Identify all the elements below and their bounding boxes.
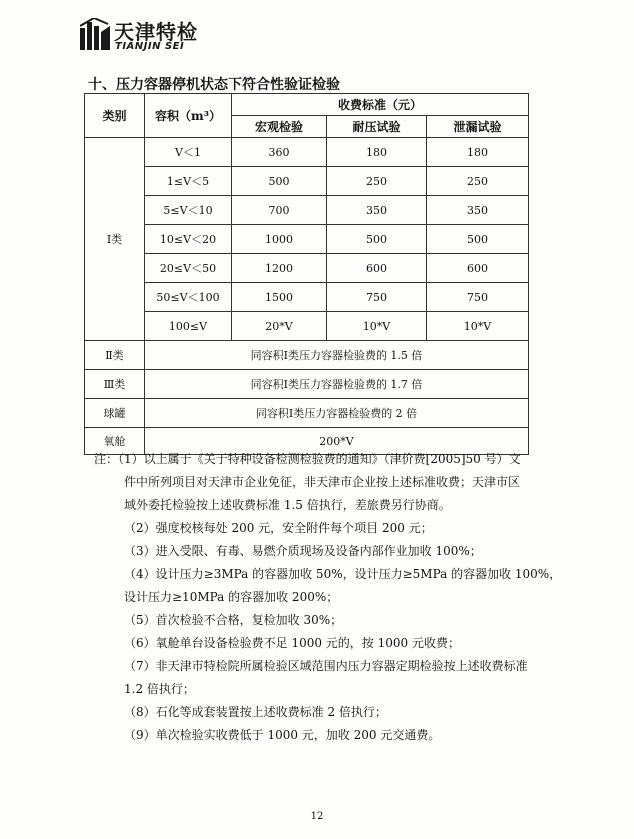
macro-cell: 1200 — [232, 254, 327, 283]
header-category: 类别 — [85, 94, 145, 138]
macro-cell: 1000 — [232, 225, 327, 254]
table-row — [85, 138, 529, 167]
leak-cell: 600 — [427, 254, 529, 283]
logo-chinese-name: 天津特检 — [114, 20, 198, 44]
header-macro-inspection: 宏观检验 — [232, 116, 327, 138]
notes-section — [94, 448, 562, 747]
section-title: 十、压力容器停机状态下符合性验证检验 — [88, 77, 340, 93]
fee-description-cell: 同容积Ⅰ类压力容器检验费的 1.5 倍 — [145, 341, 529, 370]
category-cell: Ⅱ类 — [85, 341, 145, 370]
pressure-cell: 750 — [327, 283, 427, 312]
fee-description-cell: 同容积Ⅰ类压力容器检验费的 2 倍 — [145, 399, 529, 428]
table-row — [85, 225, 529, 254]
note-line: （3）进入受限、有毒、易燃介质现场及设备内部作业加收 100%； — [124, 544, 482, 558]
table-row — [85, 399, 529, 428]
note-line: 设计压力≥10MPa 的容器加收 200%； — [124, 590, 339, 604]
macro-cell: 360 — [232, 138, 327, 167]
leak-cell: 180 — [427, 138, 529, 167]
table-row — [85, 370, 529, 399]
pressure-cell: 10*V — [327, 312, 427, 341]
note-line: （5）首次检验不合格，复检加收 30%； — [124, 613, 343, 627]
table-row — [85, 341, 529, 370]
note-line: （4）设计压力≥3MPa 的容器加收 50%，设计压力≥5MPa 的容器加收 100%， — [124, 567, 562, 581]
volume-cell: 10≤V＜20 — [145, 225, 232, 254]
page-number: 12 — [310, 811, 324, 822]
note-line: 件中所列项目对天津市企业免征，非天津市企业按上述标准收费；天津市区 — [124, 475, 521, 489]
leak-cell: 350 — [427, 196, 529, 225]
header-leak-test: 泄漏试验 — [427, 116, 529, 138]
logo-mark-icon — [80, 18, 110, 52]
table-row — [85, 283, 529, 312]
table-row — [85, 196, 529, 225]
table-row — [85, 254, 529, 283]
note-line: （2）强度校核每处 200 元，安全附件每个项目 200 元； — [124, 521, 433, 535]
pressure-cell: 600 — [327, 254, 427, 283]
table-row — [85, 167, 529, 196]
note-line: 域外委托检验按上述收费标准 1.5 倍执行，差旅费另行协商。 — [124, 498, 451, 512]
pressure-cell: 350 — [327, 196, 427, 225]
macro-cell: 500 — [232, 167, 327, 196]
note-line: （9）单次检验实收费低于 1000 元，加收 200 元交通费。 — [124, 728, 441, 742]
leak-cell: 250 — [427, 167, 529, 196]
volume-cell: 100≤V — [145, 312, 232, 341]
table-row — [85, 312, 529, 341]
macro-cell: 700 — [232, 196, 327, 225]
note-line: 1.2 倍执行； — [124, 682, 195, 696]
logo-english-name: TIANJIN SEI — [115, 41, 185, 52]
volume-cell: 50≤V＜100 — [145, 283, 232, 312]
note-line: 注：（1）以上属于《关于特种设备检测检验费的通知》（津价费[2005]50 号）文 — [94, 452, 521, 466]
pressure-cell: 180 — [327, 138, 427, 167]
volume-cell: 1≤V＜5 — [145, 167, 232, 196]
class1-label: Ⅰ类 — [85, 138, 145, 341]
pressure-cell: 500 — [327, 225, 427, 254]
leak-cell: 10*V — [427, 312, 529, 341]
category-cell: Ⅲ类 — [85, 370, 145, 399]
header-volume: 容积（m³） — [145, 94, 232, 138]
macro-cell: 20*V — [232, 312, 327, 341]
pressure-cell: 250 — [327, 167, 427, 196]
header-fee-standard: 收费标准（元） — [232, 94, 529, 116]
fee-table — [84, 93, 529, 455]
volume-cell: V＜1 — [145, 138, 232, 167]
note-line: （6）氧舱单台设备检验费不足 1000 元的，按 1000 元收费； — [124, 636, 460, 650]
volume-cell: 20≤V＜50 — [145, 254, 232, 283]
note-line: （8）石化等成套装置按上述收费标准 2 倍执行； — [124, 705, 387, 719]
macro-cell: 1500 — [232, 283, 327, 312]
company-logo — [80, 14, 210, 54]
category-cell: 氧舱 — [85, 428, 145, 455]
header-pressure-test: 耐压试验 — [327, 116, 427, 138]
volume-cell: 5≤V＜10 — [145, 196, 232, 225]
category-cell: 球罐 — [85, 399, 145, 428]
fee-description-cell: 200*V — [145, 428, 529, 455]
leak-cell: 750 — [427, 283, 529, 312]
note-line: （7）非天津市特检院所属检验区域范围内压力容器定期检验按上述收费标准 — [124, 659, 528, 673]
leak-cell: 500 — [427, 225, 529, 254]
fee-description-cell: 同容积Ⅰ类压力容器检验费的 1.7 倍 — [145, 370, 529, 399]
